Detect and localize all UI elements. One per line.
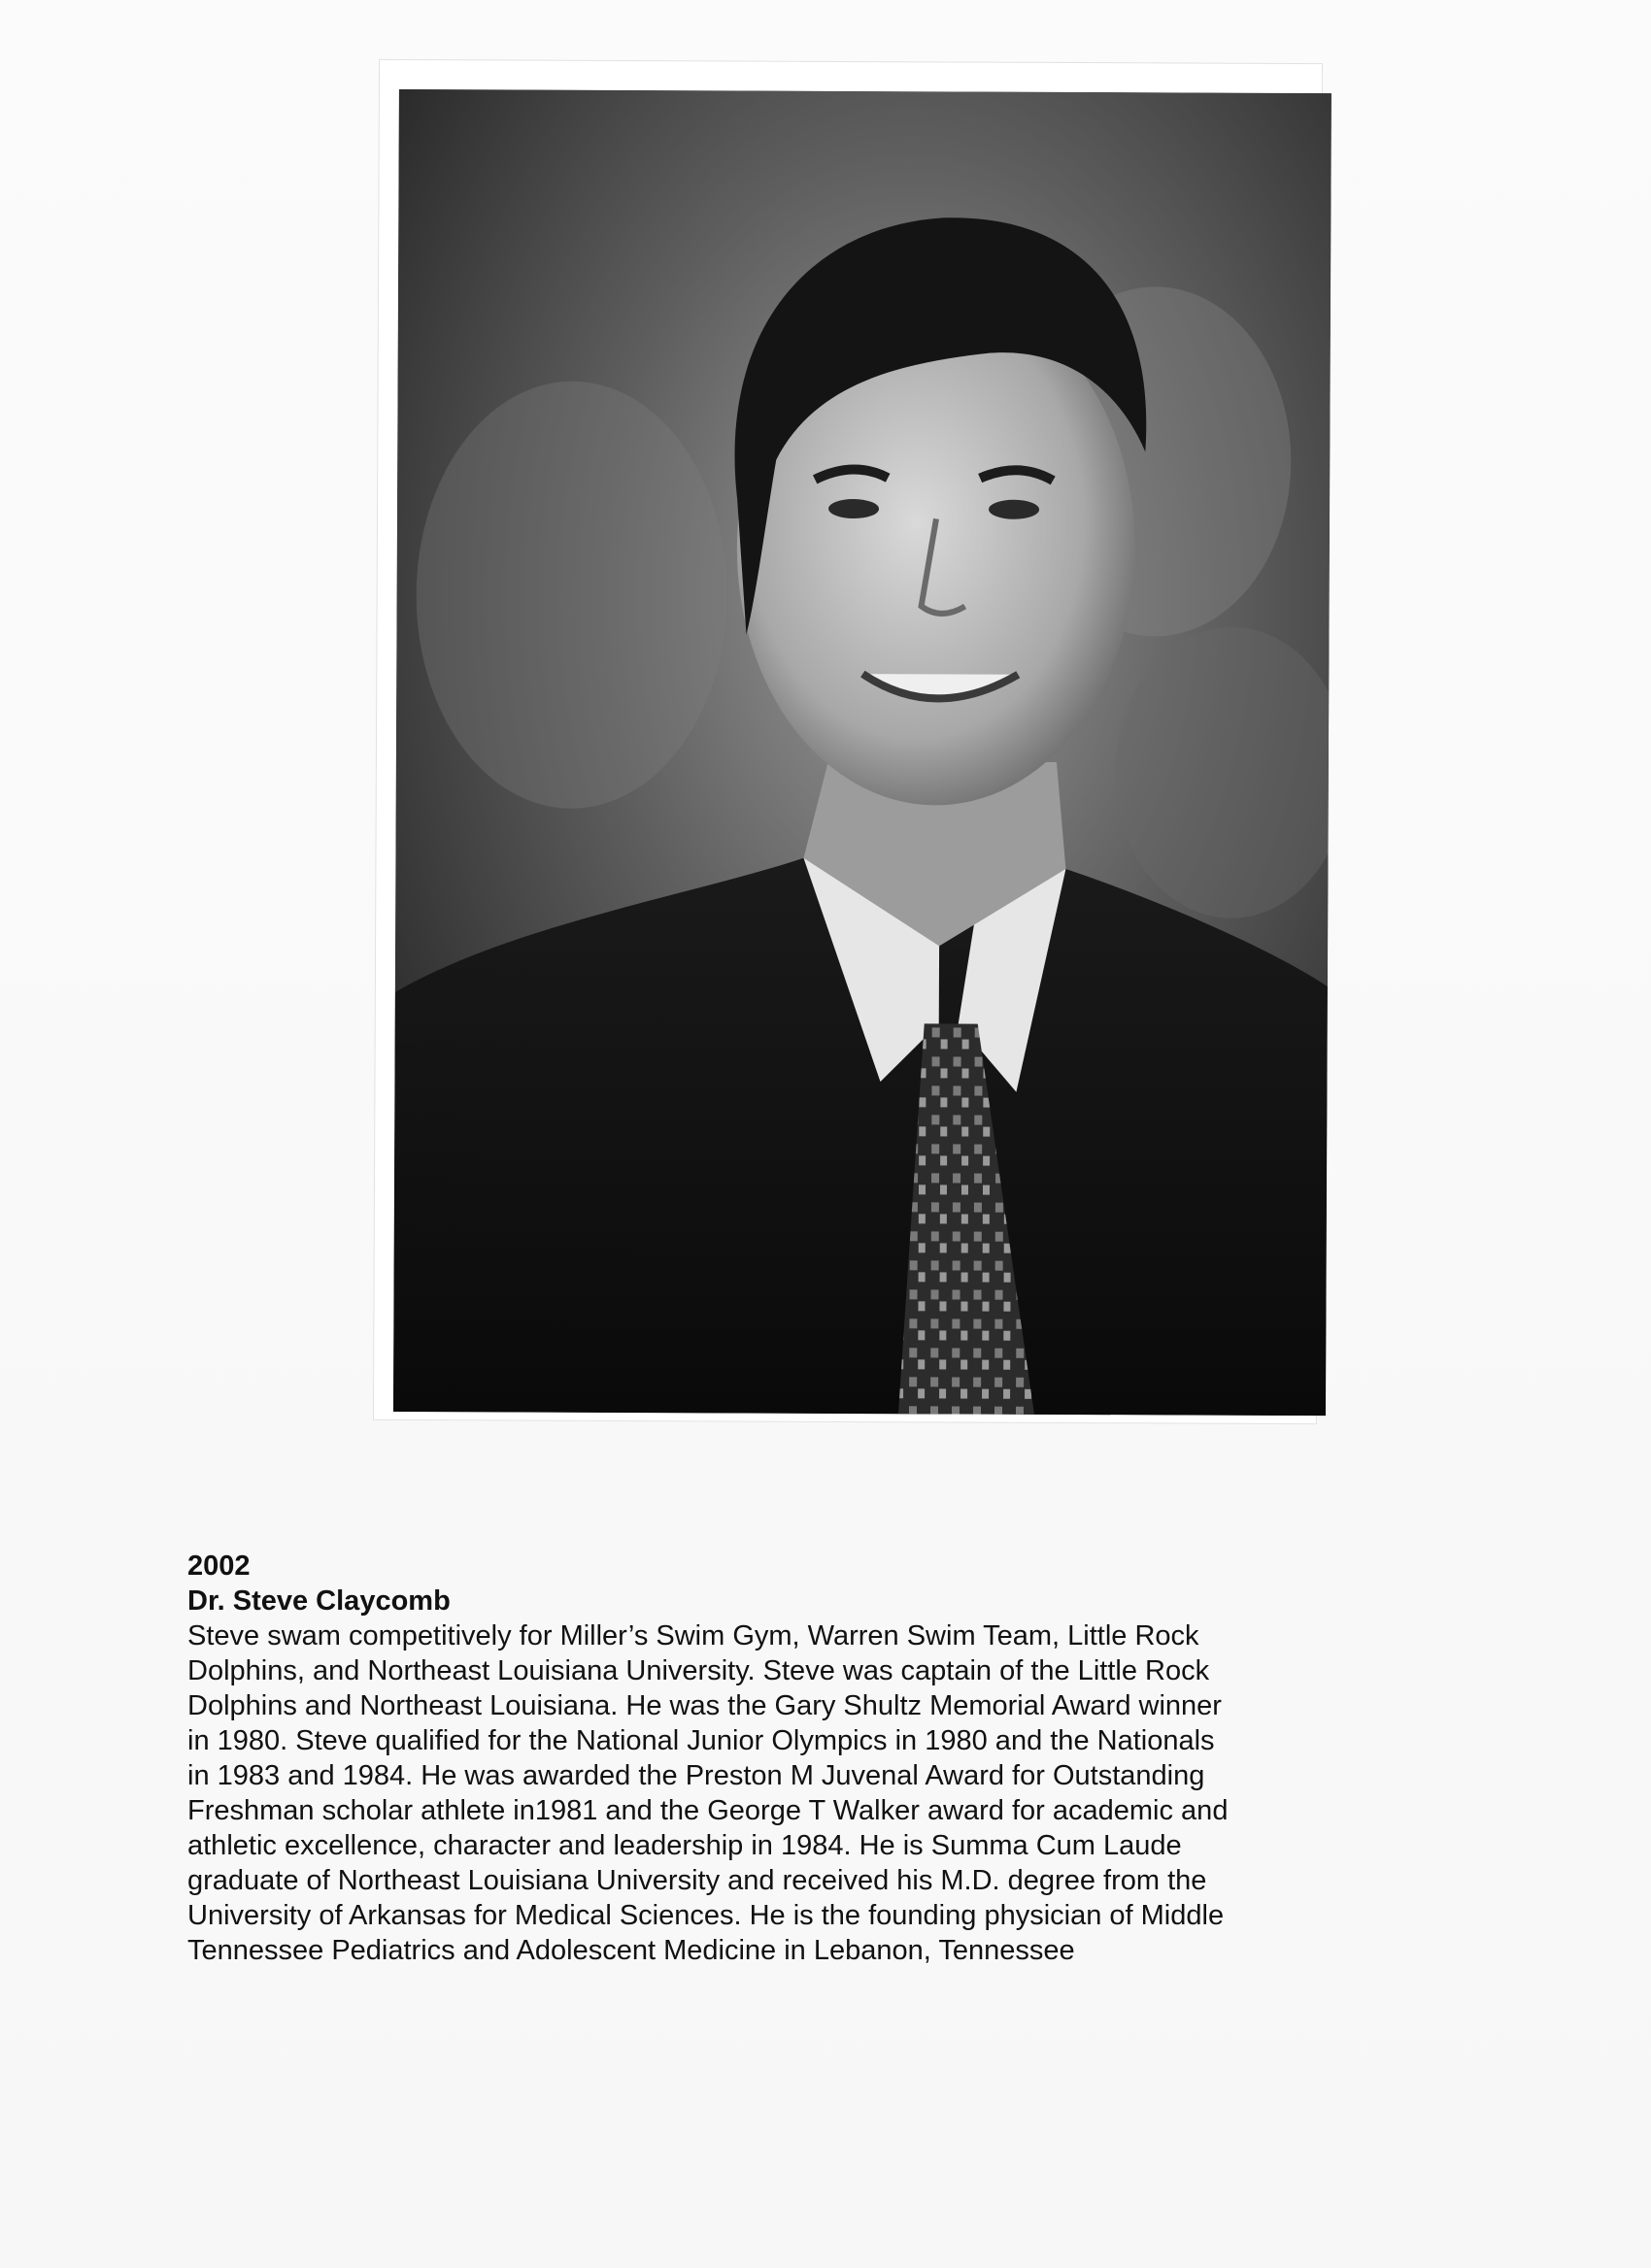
photo-mount <box>374 60 1322 1423</box>
bio-line: Freshman scholar athlete in1981 and the George T Walker award for academic and <box>187 1795 1229 1826</box>
bio-line: in 1980. Steve qualified for the National Junior Olympics in 1980 and the Nationals <box>187 1725 1215 1756</box>
bio-line: Steve swam competitively for Miller’s Swim Gym, Warren Swim Team, Little Rock <box>187 1620 1199 1651</box>
biography-caption <box>187 1549 1440 1968</box>
bio-line: Dolphins, and Northeast Louisiana University. Steve was captain of the Little Rock <box>187 1655 1210 1686</box>
portrait-photo <box>393 89 1331 1416</box>
bio-line: in 1983 and 1984. He was awarded the Preston M Juvenal Award for Outstanding <box>187 1760 1205 1791</box>
bio-line: University of Arkansas for Medical Sciences. He is the founding physician of Middle <box>187 1900 1225 1931</box>
induction-year: 2002 <box>187 1551 251 1582</box>
bio-line: Dolphins and Northeast Louisiana. He was the Gary Shultz Memorial Award winner <box>187 1690 1222 1721</box>
bio-line: athletic excellence, character and leadership in 1984. He is Summa Cum Laude <box>187 1830 1182 1861</box>
inductee-name: Dr. Steve Claycomb <box>187 1585 451 1617</box>
bio-line: Tennessee Pediatrics and Adolescent Medicine in Lebanon, Tennessee <box>187 1935 1075 1966</box>
portrait-photo-icon <box>393 89 1331 1416</box>
bio-line: graduate of Northeast Louisiana University and received his M.D. degree from the <box>187 1865 1207 1896</box>
